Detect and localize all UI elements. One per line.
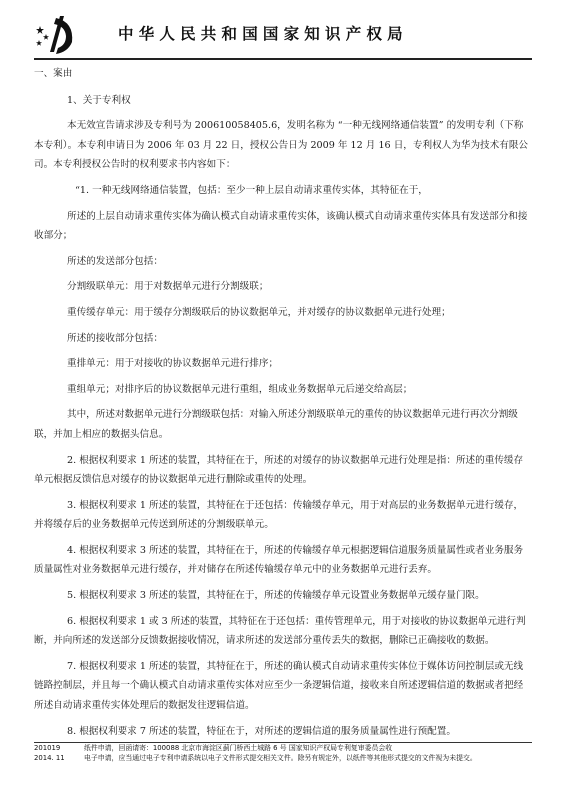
- claim-text: 所述的接收部分包括：: [67, 332, 163, 344]
- header-rule: [34, 58, 532, 60]
- claim-text: 6. 根据权利要求 1 或 3 所述的装置，其特征在于还包括：重传管理单元，用于对接收的协议数据单元进行判断，并向所述的发送部分反馈数据接收情况，请求所述的发送部分重传丢失的数据，删除已正确接收的数据。: [34, 615, 526, 647]
- claim-text: 8. 根据权利要求 7 所述的装置，特征在于，对所述的逻辑信道的服务质量属性进行预配置。: [67, 725, 456, 737]
- cnipa-emblem-icon: [34, 12, 78, 56]
- page-footer: [34, 742, 532, 763]
- claim-text: 分割级联单元：用于对数据单元进行分割级联；: [67, 281, 269, 293]
- footer-row: [34, 753, 532, 763]
- form-code: 201019: [34, 744, 61, 752]
- footer-electronic-note: 电子申请，应当通过电子专利申请系统以电子文件形式提交相关文件。除另有规定外，以纸件等其他形式提交的文件视为未提交。: [84, 754, 477, 763]
- claim-text: 重传缓存单元：用于缓存分割级联后的协议数据单元，并对缓存的协议数据单元进行处理；: [67, 306, 451, 318]
- footer-row: [34, 743, 532, 753]
- claim-text: 重组单元；对排序后的协议数据单元进行重组，组成业务数据单元后递交给高层；: [67, 383, 413, 395]
- section-heading: 一、案由: [34, 68, 73, 79]
- claim-text: “1. 一种无线网络通信装置，包括：至少一种上层自动请求重传实体，其特征在于，: [75, 184, 428, 196]
- claim-text: 4. 根据权利要求 3 所述的装置，其特征在于，所述的传输缓存单元根据逻辑信道服务质量属性或者业务服务质量属性对业务数据单元进行缓存，并对储存在所述传输缓存单元中的业务数据单元进行丢弃。: [34, 544, 524, 576]
- paragraph: 本无效宣告请求涉及专利号为 200610058405.6，发明名称为 “一种无线网络通信装置” 的发明专利（下称本专利）。本专利申请日为 2006 年 03 月 22 日，授权公告日为 2009 年 12 月 16 日，专利权人为华为技术有限公司。本专利授权公告时的权利要求书内容如下：: [34, 120, 529, 171]
- claim-text: 7. 根据权利要求 1 所述的装置，其特征在于，所述的确认模式自动请求重传实体位于媒体访问控制层或无线链路控制层，并且每一个确认模式自动请求重传实体对应至少一条逻辑信道，接收来自所述逻辑信道的数据或者把经所述自动请求重传实体处理后的数据发往逻辑信道。: [34, 660, 524, 712]
- claim-text: 所述的上层自动请求重传实体为确认模式自动请求重传实体，该确认模式自动请求重传实体具有发送部分和接收部分；: [34, 210, 528, 242]
- claim-text: 2. 根据权利要求 1 所述的装置，其特征在于，所述的对缓存的协议数据单元进行处理是指：所述的重传缓存单元根据反馈信息对缓存的协议数据单元进行删除或重传的处理。: [34, 454, 524, 486]
- organization-name: 中华人民共和国国家知识产权局: [118, 25, 408, 43]
- document-body: [34, 64, 531, 741]
- claim-text: 其中，所述对数据单元进行分割级联包括：对输入所述分割级联单元的重传的协议数据单元进行再次分割级联，并加上相应的数据头信息。: [34, 409, 518, 440]
- footer-mail-note: 纸件申请，回函请寄：100088 北京市海淀区蓟门桥西土城路 6 号 国家知识产权局专利复审委员会收: [84, 744, 393, 752]
- page-header: [0, 0, 565, 62]
- claim-text: 3. 根据权利要求 1 所述的装置，其特征在于还包括：传输缓存单元，用于对高层的业务数据单元进行缓存，并将缓存后的业务数据单元传送到所述的分割级联单元。: [34, 499, 524, 531]
- claim-text: 5. 根据权利要求 3 所述的装置，其特征在于，所述的传输缓存单元设置业务数据单元缓存量门限。: [67, 590, 485, 602]
- claim-text: 重排单元：用于对接收的协议数据单元进行排序；: [67, 358, 279, 370]
- subsection-heading: 1、关于专利权: [67, 94, 131, 106]
- form-version: 2014. 11: [34, 754, 65, 763]
- claim-text: 所述的发送部分包括：: [67, 255, 163, 267]
